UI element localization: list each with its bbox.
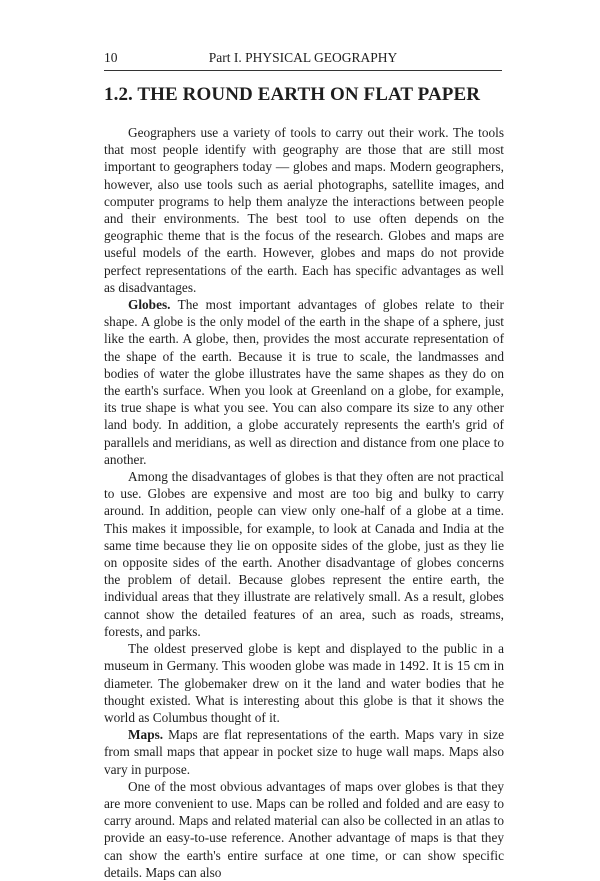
paragraph — [104, 778, 504, 881]
body-text — [104, 124, 504, 881]
paragraph — [104, 296, 504, 468]
page-number: 10 — [104, 50, 118, 65]
paragraph-text: One of the most obvious advantages of maps over globes is that they are more convenient to use. Maps can be rolled and folded and are easy to carry around. Maps and related material can also be collected in an atlas to provide an easy-to-use reference. Another advantage of maps is that they can show the earth's entire surface at one time, or can show specific details. Maps can also — [104, 778, 504, 880]
paragraph-text: The oldest preserved globe is kept and displayed to the public in a museum in Germany. This wooden globe was made in 1492. It is 15 cm in diameter. The globemaker drew on it the land and water bodies that he thought existed. What is interesting about this globe is that it shows the world as Columbus thought of it. — [104, 641, 504, 725]
paragraph — [104, 124, 504, 296]
section-title: 1.2. THE ROUND EARTH ON FLAT PAPER — [104, 84, 481, 105]
paragraph — [104, 726, 504, 778]
paragraph-text: Maps are flat representations of the earth. Maps vary in size from small maps that appear in pocket size to huge wall maps. Maps also vary in purpose. — [104, 727, 504, 777]
paragraph-lead: Globes. — [128, 297, 171, 313]
paragraph — [104, 468, 504, 640]
paragraph-text: Among the disadvantages of globes is that they often are not practical to use. Globes are expensive and most are too big and bulky to carry around. In addition, people can view only one-half of a globe at a time. This makes it impossible, for example, to look at Canada and India at the same time because they lie on opposite sides of the globe, just as they lie on opposite sides of the earth. Another disadvantage of globes concerns the problem of detail. Because globes represent the entire earth, the individual areas that they illustrate are relatively small. As a result, globes cannot show the detailed features of an area, such as roads, streams, forests, and parks. — [104, 469, 504, 639]
running-head: Part I. PHYSICAL GEOGRAPHY — [208, 50, 398, 65]
paragraph — [104, 640, 504, 726]
paragraph-lead: Maps. — [128, 727, 164, 743]
paragraph-text: Geographers use a variety of tools to carry out their work. The tools that most people identify with geography are those that are still most important to geographers today — globes and maps. Modern geographers, however, also use tools such as aerial photographs, satellite images, and computer programs to help them analyze the interactions between people and their environments. The best tool to use often depends on the geographic theme that is the focus of the research. Globes and maps are useful models of the earth. However, globes and maps do not provide perfect representations of the earth. Each has specific advantages as well as disadvantages. — [104, 125, 504, 295]
paragraph-text: The most important advantages of globes relate to their shape. A globe is the only model of the earth in the shape of a sphere, just like the earth. A globe, then, provides the most accurate representation of the shape of the earth. Because it is true to scale, the landmasses and bodies of water the globe illustrates have the same shapes as they do on the earth's surface. When you look at Greenland on a globe, for example, its true shape is what you see. You can also compare its size to any other land body. In addition, a globe accurately represents the earth's grid of parallels and meridians, as well as direction and distance from one place to another. — [104, 297, 504, 467]
page-header — [104, 50, 502, 71]
